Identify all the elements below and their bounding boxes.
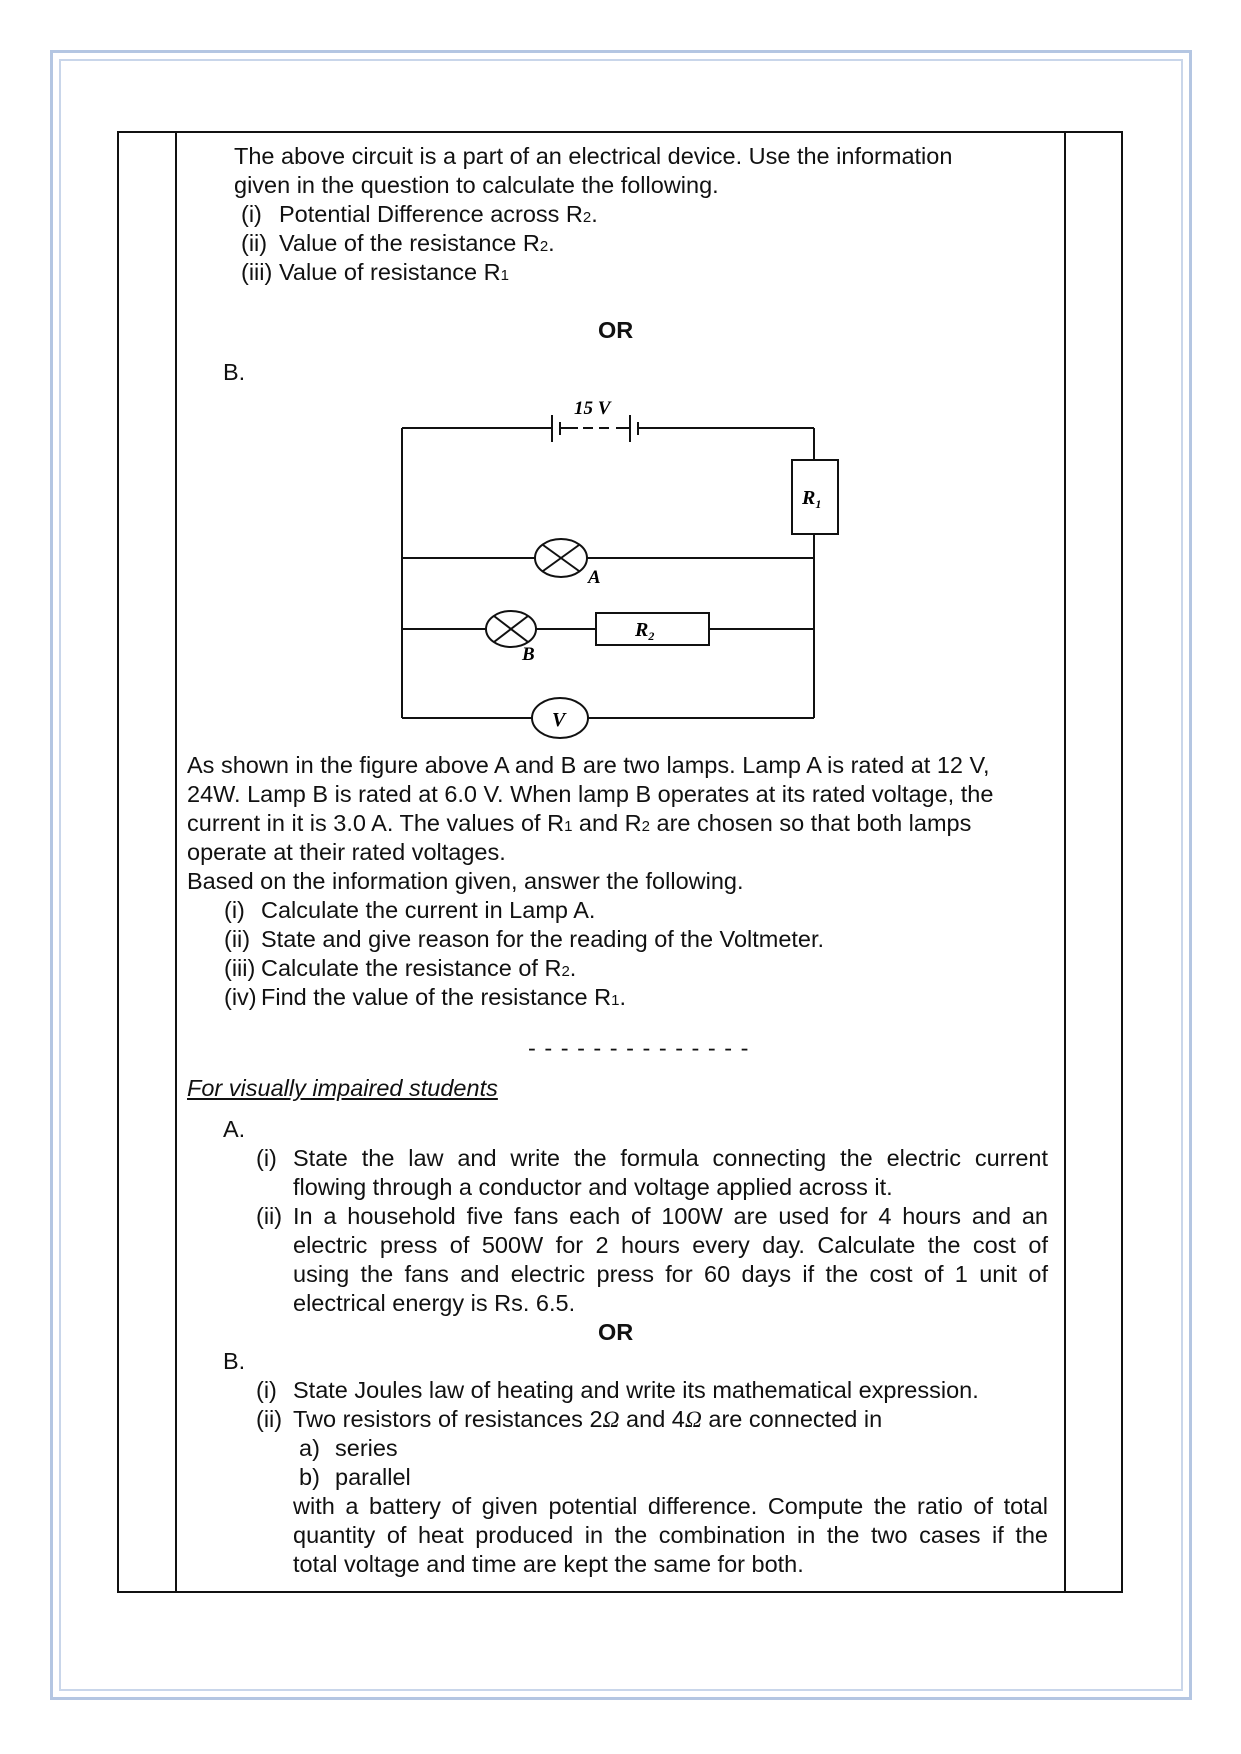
vi-a-i-line-1: State the law and write the formula connecting the electric current [293, 1145, 1048, 1171]
vi-a-i-num: (i) [256, 1145, 277, 1171]
question-num: (iv) [224, 984, 257, 1010]
part-b-label: B. [223, 359, 246, 385]
intro-item-text: Value of resistance R1 [279, 259, 509, 285]
vi-or-label: OR [598, 1319, 634, 1345]
vi-part-b-label: B. [223, 1348, 246, 1374]
vi-a-ii-line-1: In a household five fans each of 100W are used for 4 hours and an [293, 1203, 1048, 1229]
vi-option-a-num: a) [299, 1435, 320, 1461]
intro-line-2: given in the question to calculate the following. [234, 172, 719, 198]
table-col-divider-right [1064, 133, 1066, 1591]
intro-item-text: Potential Difference across R2. [279, 201, 598, 227]
vi-option-a-text: series [335, 1435, 398, 1461]
question-num: (i) [224, 897, 245, 923]
lamp-a-label: A [588, 567, 601, 588]
vi-b-tail-line-3: total voltage and time are kept the same for both. [293, 1551, 804, 1577]
r1-label: $R_1$ [802, 487, 822, 511]
description-line-4: operate at their rated voltages. [187, 839, 506, 865]
vi-a-ii-line-2: electric press of 500W for 2 hours every day. Calculate the cost of [293, 1232, 1048, 1258]
vi-option-b-num: b) [299, 1464, 320, 1490]
intro-item-text: Value of the resistance R2. [279, 230, 555, 256]
table-col-divider-left [175, 133, 177, 1591]
vi-part-a-label: A. [223, 1116, 246, 1142]
intro-line-1: The above circuit is a part of an electrical device. Use the information [234, 143, 953, 169]
question-text: Calculate the resistance of R2. [261, 955, 577, 981]
description-line-1: As shown in the figure above A and B are two lamps. Lamp A is rated at 12 V, [187, 752, 990, 778]
vi-b-i-num: (i) [256, 1377, 277, 1403]
description-line-5: Based on the information given, answer the following. [187, 868, 744, 894]
circuit-diagram [380, 380, 860, 750]
voltmeter-label: V [552, 709, 566, 731]
question-num: (iii) [224, 955, 256, 981]
question-text: State and give reason for the reading of the Voltmeter. [261, 926, 825, 952]
r2-label: $R_2$ [635, 619, 655, 643]
description-line-2: 24W. Lamp B is rated at 6.0 V. When lamp B operates at its rated voltage, the [187, 781, 994, 807]
vi-a-ii-line-3: using the fans and electric press for 60 days if the cost of 1 unit of [293, 1261, 1048, 1287]
vi-b-ii-text: Two resistors of resistances 2Ω and 4Ω are connected in [293, 1406, 883, 1433]
lamp-b-label: B [522, 644, 535, 665]
vi-b-ii-num: (ii) [256, 1406, 283, 1432]
vi-a-i-line-2: flowing through a conductor and voltage applied across it. [293, 1174, 893, 1200]
section-separator: - - - - - - - - - - - - - - [528, 1035, 750, 1061]
battery-label: 15 V [574, 398, 611, 419]
or-divider-label: OR [598, 317, 634, 343]
intro-item-num: (iii) [241, 259, 273, 285]
question-num: (ii) [224, 926, 251, 952]
question-text: Calculate the current in Lamp A. [261, 897, 596, 923]
vi-b-i-text: State Joules law of heating and write its mathematical expression. [293, 1377, 979, 1403]
vi-b-tail-line-1: with a battery of given potential difference. Compute the ratio of total [293, 1493, 1048, 1519]
vi-b-tail-line-2: quantity of heat produced in the combination in the two cases if the [293, 1522, 1048, 1548]
vi-a-ii-line-4: electrical energy is Rs. 6.5. [293, 1290, 576, 1316]
vi-option-b-text: parallel [335, 1464, 411, 1490]
intro-item-num: (i) [241, 201, 262, 227]
intro-item-num: (ii) [241, 230, 268, 256]
vi-a-ii-num: (ii) [256, 1203, 283, 1229]
description-line-3: current in it is 3.0 A. The values of R1 and R2 are chosen so that both lamps [187, 810, 972, 836]
question-text: Find the value of the resistance R1. [261, 984, 626, 1010]
vi-heading: For visually impaired students [187, 1075, 498, 1101]
